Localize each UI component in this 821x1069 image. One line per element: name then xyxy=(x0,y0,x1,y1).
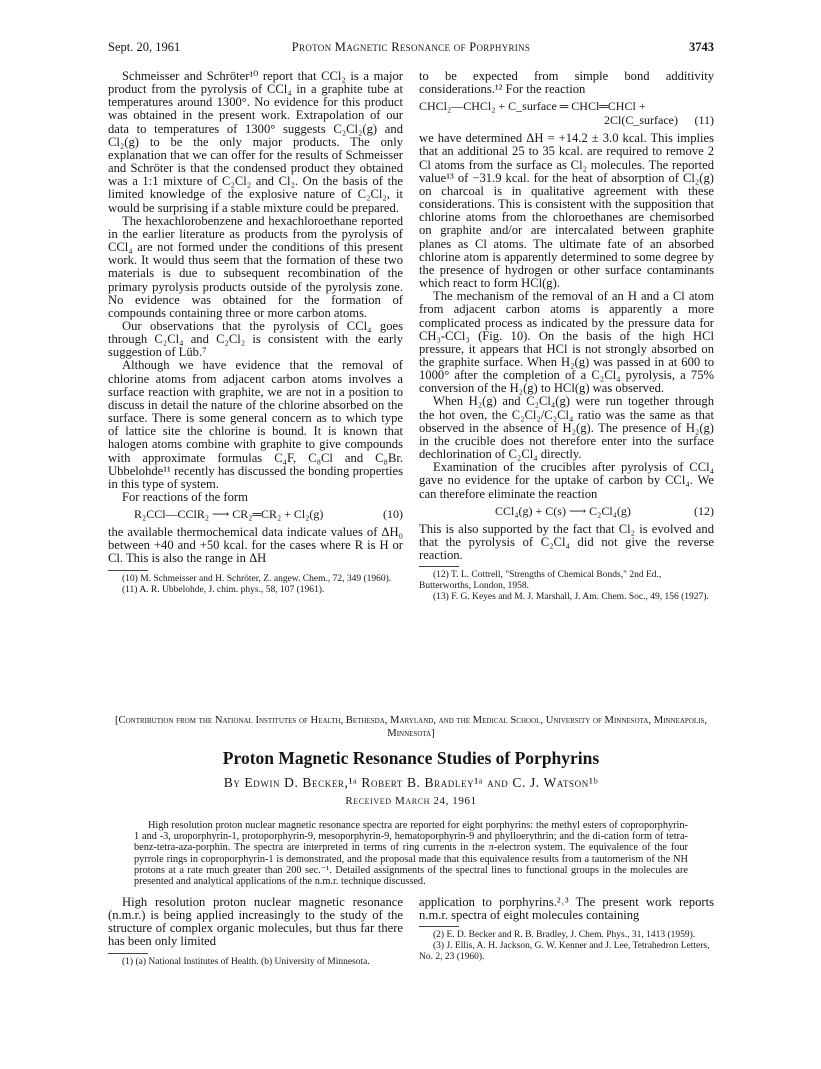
footnote-13: (13) F. G. Keyes and M. J. Marshall, J. Am. Chem. Soc., 49, 156 (1927). xyxy=(433,592,709,603)
paragraph: For reactions of the form xyxy=(122,490,248,504)
footnote-rule xyxy=(419,566,459,567)
header-date: Sept. 20, 1961 xyxy=(108,40,181,54)
equation-text: CCl₄(g) + C(s) ⟶ C₂Cl₄(g) xyxy=(495,503,631,518)
equation-12 xyxy=(419,505,714,519)
equation-11 xyxy=(419,100,714,128)
paragraph: This is also supported by the fact that Cl₂ is evolved and that the pyrolysis of C₂Cl₄ did not give the reverse reaction. xyxy=(419,521,714,562)
paragraph: we have determined ΔH = +14.2 ± 3.0 kcal. This implies that an additional 25 to 35 kcal. are required to remove 2 Cl atoms from the surface as Cl₂ molecules. The reported value¹³ of −31.9 kcal. for the heat of absorption of Cl₂(g) on charcoal is in qualitative agreement with these considerations. This is consistent with the supposition that chlorine atoms from the chloroethanes are chemisorbed on graphite and/or are intercalated between graphite planes as Cl atoms. The ultimate fate of an absorbed chlorine atom is apparently determined to some degree by the presence of hydrogen or other surface contaminants which react to form HCl(g). xyxy=(419,131,714,291)
page-number: 3743 xyxy=(689,40,714,54)
paragraph: The mechanism of the removal of an H and a Cl atom from adjacent carbon atoms is apparently a more complicated process as indicated by the pressure data for CH₃-CCl₃ (Fig. 10). On the basis of the high HCl pressure, it appears that HCl is not strongly absorbed on the graphite surface. When H₂(g) was passed in at 600 to 1000° after the completion of a C₂Cl₄ pyrolysis, a 75% conversion of the H₂(g) to HCl(g) was observed. xyxy=(419,289,714,396)
equation-number: (12) xyxy=(694,503,714,518)
footnote-3: (3) J. Ellis, A. H. Jackson, G. W. Kenner and J. Lee, Tetrahedron Letters, No. 2, 23 (1960). xyxy=(419,941,710,963)
paragraph: Examination of the crucibles after pyrolysis of CCl₄ gave no evidence for the uptake of carbon by CCl₄. We can therefore eliminate the reaction xyxy=(419,460,714,501)
footnote-11: (11) A. R. Ubbelohde, J. chim. phys., 58, 107 (1961). xyxy=(122,584,325,595)
running-head xyxy=(108,40,714,56)
paragraph: Schmeisser and Schröter¹⁰ report that CCl₂ is a major product from the pyrolysis of CCl₄ in a graphite tube at temperatures around 1300°. No evidence for this product was obtained in the present work. Extrapolation of our data to temperatures of 1300° suggests C₂Cl₂(g) and Cl₂(g) to be the only major products. The only explanation that we can offer for the results of Schmeisser and Schröter is that the condensed product they obtained was a 1:1 mixture of C₂Cl₂ and Cl₂. On the basis of the limited knowledge of the explosive nature of C₂Cl₂, it would be surprising if a stable mixture could be prepared. xyxy=(108,69,403,215)
article-body-right-column xyxy=(419,896,714,963)
equation-text: CHCl₂—CHCl₂ + C_surface ═ CHCl═CHCl + xyxy=(419,99,646,114)
equation-10 xyxy=(108,508,403,522)
equation-text: 2Cl(C_surface) xyxy=(604,113,678,128)
paragraph: Although we have evidence that the removal of chlorine atoms from adjacent carbon atoms involves a surface reaction with graphite, we are not in a position to discuss in detail the nature of the chlorine absorbed on the surface. There is some general concern as to which type of lattice site the chlorine is bound. It is known that halogen atoms combine with graphite to give compounds with approximate formulas C₄F, C₈Cl and C₈Br. Ubbelohde¹¹ recently has discussed the bonding properties in this type of system. xyxy=(108,358,403,491)
paragraph: to be expected from simple bond additivity considerations.¹² For the reaction xyxy=(419,69,714,97)
contribution-line: [Contribution from the National Institutes of Health, Bethesda, Maryland, and the Medical School, University of Minnesota, Minneapolis, Minnesota] xyxy=(115,715,707,739)
equation-text: R₂CCl—CClR₂ ⟶ CR₂═CR₂ + Cl₂(g) xyxy=(134,507,324,522)
footnote-12: (12) T. L. Cottrell, "Strengths of Chemical Bonds," 2nd Ed., Butterworths, London, 1958. xyxy=(419,570,662,592)
paragraph: High resolution proton nuclear magnetic resonance (n.m.r.) is being applied increasingly to the study of the structure of complex organic molecules, but thus far there has been only limited xyxy=(108,895,403,949)
footnote-rule xyxy=(419,926,459,927)
received-date: Received March 24, 1961 xyxy=(345,795,477,807)
previous-article-left-column xyxy=(108,70,403,596)
footnote-1: (1) (a) National Institutes of Health. (b) University of Minnesota. xyxy=(122,956,370,967)
footnote-rule xyxy=(108,953,148,954)
header-title: Proton Magnetic Resonance of Porphyrins xyxy=(291,40,531,54)
footnote-10: (10) M. Schmeisser and H. Schröter, Z. angew. Chem., 72, 349 (1960). xyxy=(122,573,392,584)
article-title: Proton Magnetic Resonance Studies of Porphyrins xyxy=(222,748,600,768)
paragraph: the available thermochemical data indicate values of ΔH₀ between +40 and +50 kcal. for the cases where R is H or Cl. This is also the range in ΔH xyxy=(108,525,403,566)
author-line: By Edwin D. Becker,¹ᵃ Robert B. Bradley¹ᵃ and C. J. Watson¹ᵇ xyxy=(223,775,599,790)
paragraph: application to porphyrins.²˒³ The present work reports n.m.r. spectra of eight molecules containing xyxy=(419,895,714,923)
equation-number: (10) xyxy=(383,507,403,522)
article-body-left-column xyxy=(108,896,403,968)
paragraph: When H₂(g) and C₂Cl₄(g) were run together through the hot oven, the C₂Cl₂/C₂Cl₄ ratio was the same as that observed in the absence of H₂(g). The presence of H₂(g) in the crucible does not therefore enter into the surface dechlorination of C₂Cl₄ directly. xyxy=(419,394,714,462)
previous-article-right-column xyxy=(419,70,714,603)
equation-number: (11) xyxy=(694,113,714,128)
paragraph: The hexachlorobenzene and hexachloroethane reported in the earlier literature as products from the pyrolysis of CCl₄ are not formed under the conditions of this present work. It would thus seem that the formation of these two materials is due to subsequent recombination of the primary pyrolysis products outside of the pyrolysis zone. No evidence was obtained for the formation of compounds containing three or more carbon atoms. xyxy=(108,213,403,320)
abstract: High resolution proton nuclear magnetic resonance spectra are reported for eight porphyrins: the methyl esters of coproporphyrin-1 and -3, uroporphyrin-1, protoporphyrin-9, mesoporphyrin-9, hematoporphyrin-9 and phylloerythrin; and the di-cation form of tetra-benz-tetra-aza-porphin. The spectra are interpreted in terms of ring currents in the π-electron system. The equivalence of the four pyrrole rings in coproporphyrin-1 is demonstrated, and the proposal made that this equivalence results from a tautomerism of the NH protons at a rate much greater than 200 sec.⁻¹. Detailed assignments of the spectral lines to functional groups in the molecules are presented and analytical applications of the n.m.r. technique discussed. xyxy=(134,820,688,888)
footnote-2: (2) E. D. Becker and R. B. Bradley, J. Chem. Phys., 31, 1413 (1959). xyxy=(433,930,696,941)
footnote-rule xyxy=(108,570,148,571)
paragraph: Our observations that the pyrolysis of CCl₄ goes through C₂Cl₄ and C₂Cl₂ is consistent with the early suggestion of Lüb.⁷ xyxy=(108,318,403,360)
